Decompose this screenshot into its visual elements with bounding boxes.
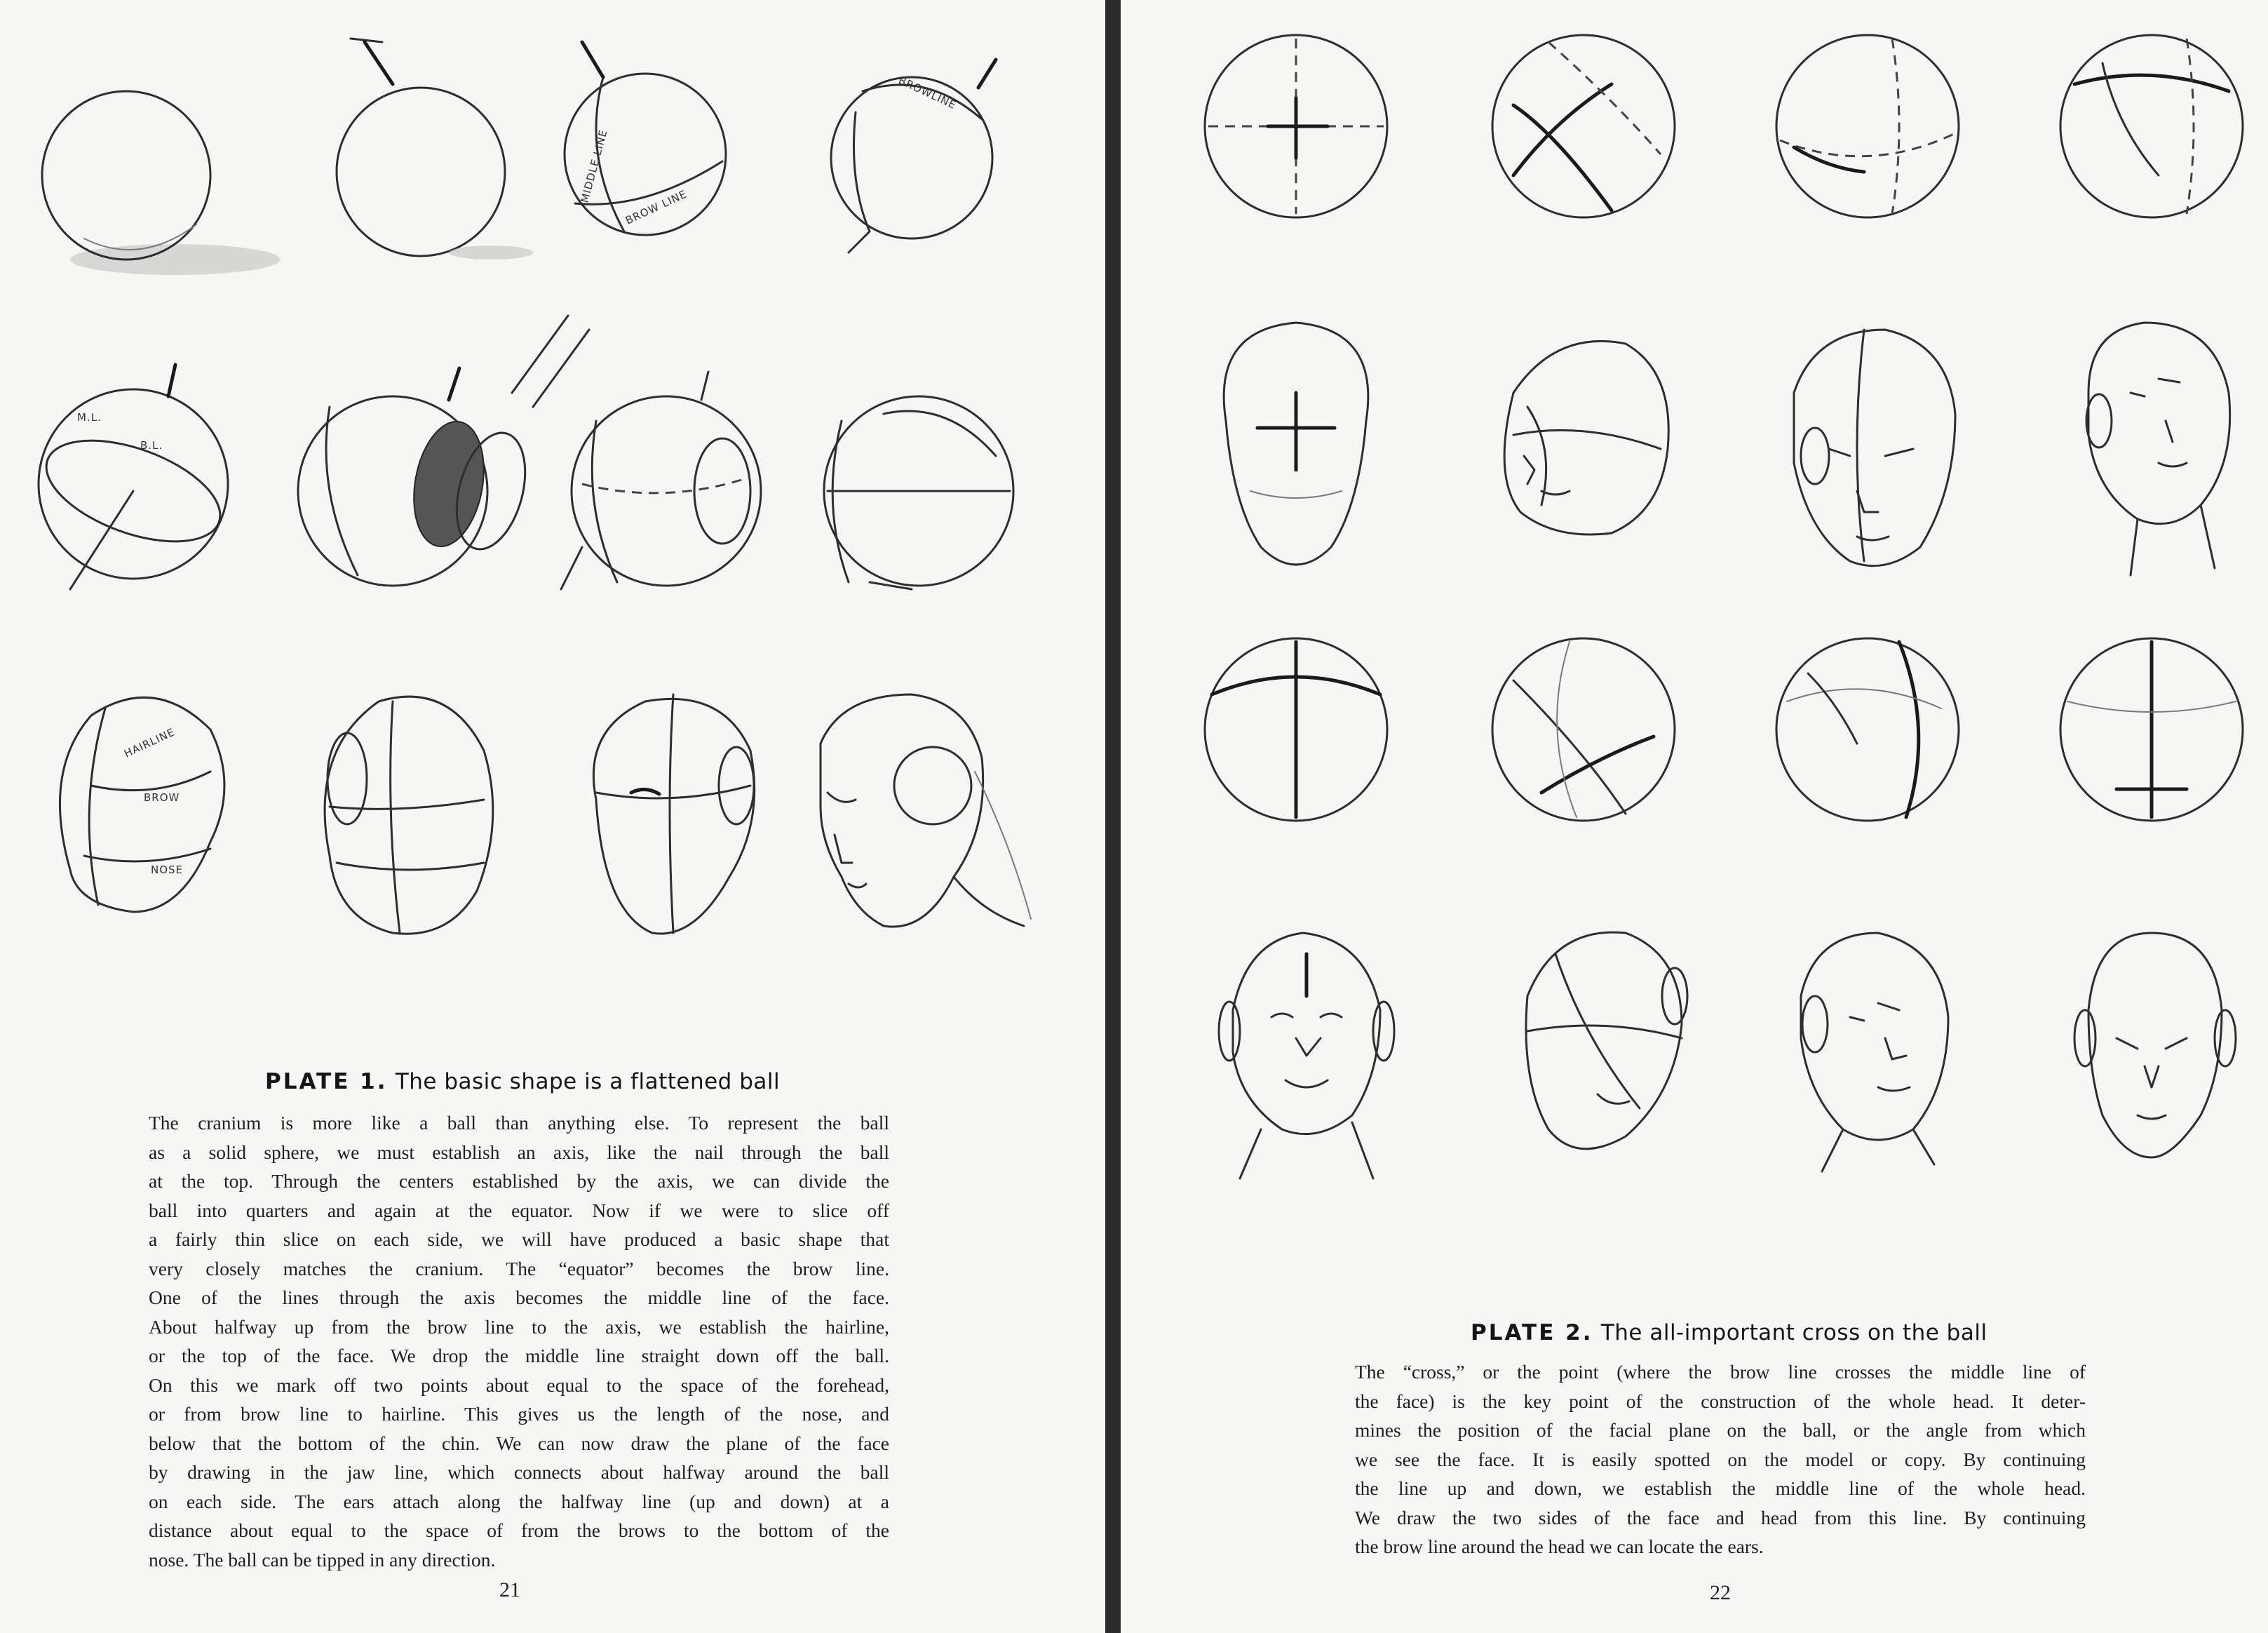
body-line: or the top of the face. We drop the middle line straight down off the ball. [149, 1345, 889, 1366]
body-line: the face) is the key point of the construction of the whole head. It deter- [1355, 1390, 2086, 1412]
sketch-head-construction [824, 396, 1013, 589]
body-line: One of the lines through the axis becomes the middle line of the face. [149, 1286, 889, 1308]
sketch-head-turned-left [1504, 341, 1668, 535]
body-line: We draw the two sides of the face and head from this line. By continuing [1355, 1506, 2086, 1528]
body-line: by drawing in the jaw line, which connects about halfway around the ball [149, 1461, 889, 1483]
plate-1-caption: The basic shape is a flattened ball [395, 1069, 781, 1094]
body-line: On this we mark off two points about equal to the space of the forehead, [149, 1373, 889, 1396]
label-ml: M.L. [77, 411, 102, 424]
label-middle-line: MIDDLE LINE [578, 128, 610, 205]
sketch-ball-vertical-arc [1205, 638, 1387, 821]
sketch-sphere-axis-sliced [33, 365, 233, 589]
body-line: About halfway up from the brow line to the axis, we establish the hairline, [149, 1315, 889, 1338]
label-brow-line: BROW LINE [623, 187, 689, 227]
sketch-ball-cross-up-right [2060, 35, 2243, 217]
label-browline: BROWLINE [896, 74, 959, 112]
right-page [1121, 0, 2268, 1633]
plate-1-body [149, 1108, 889, 1574]
sketch-head-looking-down [1794, 330, 1955, 566]
sketch-ball-vertical-line [2060, 638, 2243, 821]
sketch-ball-cross-front [1205, 35, 1387, 217]
label-brow: BROW [144, 791, 180, 804]
sketch-sphere-quartered [561, 372, 761, 589]
sketch-head-hairline-brow-nose [60, 697, 224, 912]
page-number-left: 21 [499, 1578, 520, 1601]
body-line: on each side. The ears attach along the halfway line (up and down) at a [149, 1490, 889, 1512]
label-bl: B.L. [140, 439, 163, 452]
label-hairline: HAIRLINE [122, 725, 177, 760]
sketch-head-tilted-down [1526, 932, 1687, 1149]
body-line: nose. The ball can be tipped in any direction. [149, 1548, 496, 1571]
plate-1-illustrations [0, 0, 1105, 1080]
sketch-ball-cross-down [1776, 35, 1959, 217]
body-line: distance about equal to the space of from the brows to the bottom of the [149, 1519, 889, 1541]
body-line: at the top. Through the centers established by the axis, we can divide the [149, 1170, 889, 1192]
body-line: a fairly thin slice on each side, we will have produced a basic shape that [149, 1228, 889, 1250]
plate-2-title [1471, 1320, 1987, 1345]
page-gutter [1105, 0, 1121, 1633]
body-line: below that the bottom of the chin. We can now draw the plane of the face [149, 1432, 889, 1454]
plate-1-number: PLATE 1. [265, 1069, 388, 1094]
plate-2-illustrations [1121, 0, 2268, 1291]
sketch-head-front-down [2074, 933, 2236, 1157]
page-number-right: 22 [1710, 1581, 1731, 1604]
sketch-head-profile-face [821, 694, 1031, 927]
sketch-ball-cross-tilted-left [1492, 35, 1675, 217]
body-line: as a solid sphere, we must establish an axis, like the nail through the ball [149, 1141, 889, 1163]
sketch-sphere-nail [337, 39, 533, 260]
sketch-head-chin-up [1219, 933, 1394, 1178]
sketch-head-three-quarter-up [1801, 933, 1948, 1171]
sketch-ball-cross-lower [1492, 638, 1675, 821]
label-nose: NOSE [151, 863, 184, 876]
sketch-ball-cross-right [1776, 638, 1959, 821]
sketch-head-looking-up [2086, 323, 2230, 575]
body-line: very closely matches the cranium. The “equator” becomes the brow line. [149, 1257, 889, 1279]
body-line: mines the position of the facial plane on the ball, or the angle from which [1355, 1419, 2086, 1441]
sketch-sphere-middle-brow-line [565, 42, 726, 235]
sketch-sphere-browline-tilted [831, 60, 996, 253]
body-line: the line up and down, we establish the middle line of the whole head. [1355, 1477, 2086, 1499]
body-line: The “cross,” or the point (where the brow line crosses the middle line of [1355, 1361, 2086, 1383]
body-line: The cranium is more like a ball than anything else. To represent the ball [149, 1112, 889, 1134]
left-page [0, 0, 1105, 1633]
body-line: we see the face. It is easily spotted on the model or copy. By continuing [1355, 1448, 2086, 1470]
sketch-head-front-cross [1224, 323, 1368, 565]
body-line: ball into quarters and again at the equator. Now if we were to slice off [149, 1199, 889, 1221]
sketch-sphere-shaded [42, 91, 281, 275]
body-line: or from brow line to hairline. This gives us the length of the nose, and [149, 1403, 889, 1425]
body-line: the brow line around the head we can locate the ears. [1355, 1535, 1764, 1557]
sketch-sphere-knife-slice [298, 316, 589, 586]
plate-2-caption: The all-important cross on the ball [1600, 1320, 1987, 1345]
sketch-head-block-three-quarter [593, 694, 754, 934]
plate-2-number: PLATE 2. [1471, 1320, 1593, 1345]
plate-2-body [1355, 1357, 2086, 1561]
plate-1-title [265, 1069, 780, 1094]
sketch-head-block-front [325, 697, 493, 934]
